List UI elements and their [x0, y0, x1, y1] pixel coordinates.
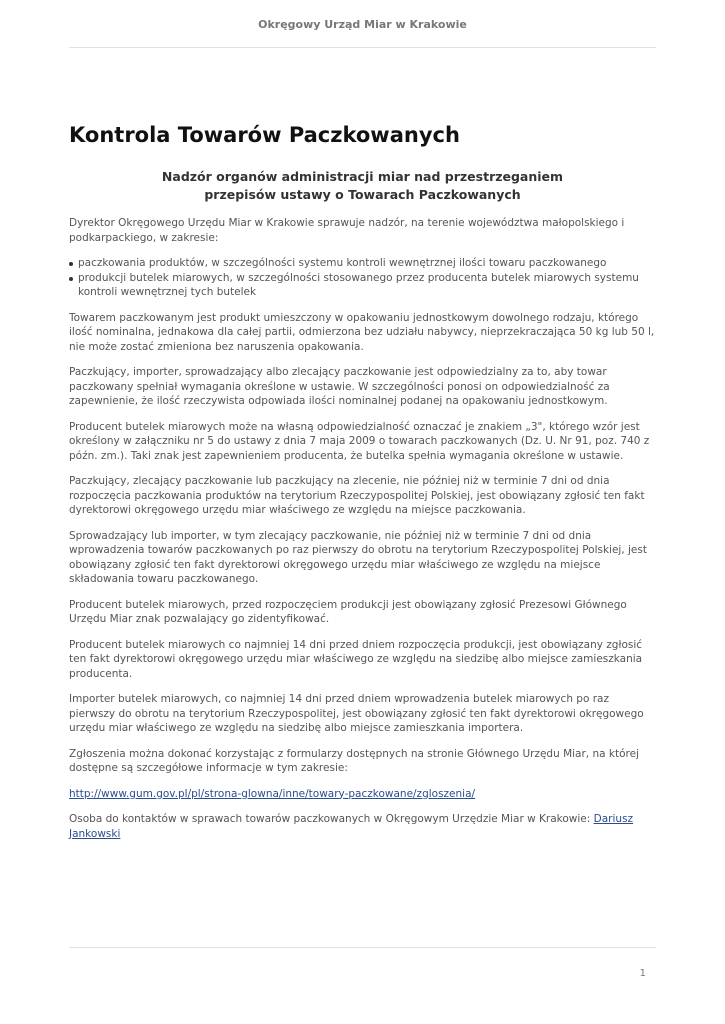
paragraph-bottle-mark: Producent butelek miarowych może na własną odpowiedzialność oznaczać je znakiem „3", którego wzór jest określony w załączniku nr 5 do ustawy z dnia 7 maja 2009 o towarach paczkowanych (Dz. U. Nr 91, poz. 740 z późn. zm.). Taki znak jest zapewnieniem producenta, że butelka spełnia wymagania określone w ustawie. — [69, 420, 650, 462]
paragraph-producer-mark: Producent butelek miarowych, przed rozpoczęciem produkcji jest obowiązany zgłosić Prezesowi Głównego Urzędu Miar znak pozwalający go zidentyfikować. — [69, 598, 627, 625]
forms-link[interactable]: http://www.gum.gov.pl/pl/strona-glowna/inne/towary-paczkowane/zgloszenia/ — [69, 787, 476, 800]
paragraph-forms: Zgłoszenia można dokonać korzystając z formularzy dostępnych na stronie Głównego Urzędu Miar, na której dostępne są szczegółowe informacje w tym zakresie: — [69, 747, 639, 774]
subtitle-line-2: przepisów ustawy o Towarach Paczkowanych — [204, 187, 521, 202]
subtitle-line-1: Nadzór organów administracji miar nad przestrzeganiem — [161, 169, 564, 184]
page-number: 1 — [639, 968, 646, 979]
scope-list — [69, 256, 656, 300]
list-item: paczkowania produktów, w szczególności systemu kontroli wewnętrznej ilości towaru paczkowanego — [69, 256, 656, 271]
document-title: Kontrola Towarów Paczkowanych — [69, 123, 460, 147]
contact-paragraph — [69, 812, 656, 841]
document-subtitle — [69, 168, 656, 204]
paragraph-producer-notification: Producent butelek miarowych co najmniej 14 dni przed dniem rozpoczęcia produkcji, jest obowiązany zgłosić ten fakt dyrektorowi okręgowego urzędu miar właściwego ze względu na siedzibę albo miejsce zamieszkania producenta. — [69, 638, 643, 680]
contact-text: Osoba do kontaktów w sprawach towarów paczkowanych w Okręgowym Urzędzie Miar w Krakowie: — [69, 813, 594, 825]
list-item: produkcji butelek miarowych, w szczególności stosowanego przez producenta butelek miarowych systemu kontroli wewnętrznej tych butelek — [69, 271, 656, 300]
forms-link-paragraph — [69, 787, 656, 802]
page-header — [69, 17, 656, 48]
document-content — [69, 120, 656, 852]
paragraph-definition: Towarem paczkowanym jest produkt umieszczony w opakowaniu jednostkowym dowolnego rodzaju, którego ilość nominalna, jednakowa dla całej partii, odmierzona bez udziału nabywcy, nieprzekraczająca 50 kg lub 50 l, nie może zostać zmieniona bez naruszenia opakowania. — [69, 311, 655, 353]
paragraph-packer-notification: Paczkujący, zlecający paczkowanie lub paczkujący na zlecenie, nie później niż w terminie 7 dni od dnia rozpoczęcia paczkowania produktów na terytorium Rzeczypospolitej Polskiej, jest obowiązany zgłosić ten fakt dyrektorowi okręgowego urzędu miar właściwego ze względu na miejsce paczkowania. — [69, 475, 645, 516]
intro-paragraph: Dyrektor Okręgowego Urzędu Miar w Krakowie sprawuje nadzór, na terenie województwa małopolskiego i podkarpackiego, w zakresie: — [69, 217, 625, 244]
contact-person-link[interactable]: Dariusz Jankowski — [69, 813, 634, 840]
paragraph-responsibility: Paczkujący, importer, sprowadzający albo zlecający paczkowanie jest odpowiedzialny za to, aby towar paczkowany spełniał wymagania określone w ustawie. W szczególności ponosi on odpowiedzialność za zapewnienie, że ilość rzeczywista odpowiada ilości nominalnej podanej na opakowaniu jednostkowym. — [69, 366, 610, 407]
page-footer — [69, 947, 656, 948]
header-organization: Okręgowy Urząd Miar w Krakowie — [258, 18, 467, 31]
paragraph-bottle-importer: Importer butelek miarowych, co najmniej 14 dni przed dniem wprowadzenia butelek miarowych po raz pierwszy do obrotu na terytorium Rzeczypospolitej, jest obowiązany zgłosić ten fakt dyrektorowi okręgowego urzędu miar właściwego ze względu na siedzibę albo miejsce zamieszkania importera. — [69, 693, 644, 734]
paragraph-importer-notification: Sprowadzający lub importer, w tym zlecający paczkowanie, nie później niż w terminie 7 dni od dnia wprowadzenia towarów paczkowanych po raz pierwszy do obrotu na terytorium Rzeczypospolitej Polskiej, jest obowiązany zgłosić ten fakt dyrektorowi okręgowego urzędu miar właściwego ze względu na miejsce składowania towaru paczkowanego. — [69, 529, 647, 585]
